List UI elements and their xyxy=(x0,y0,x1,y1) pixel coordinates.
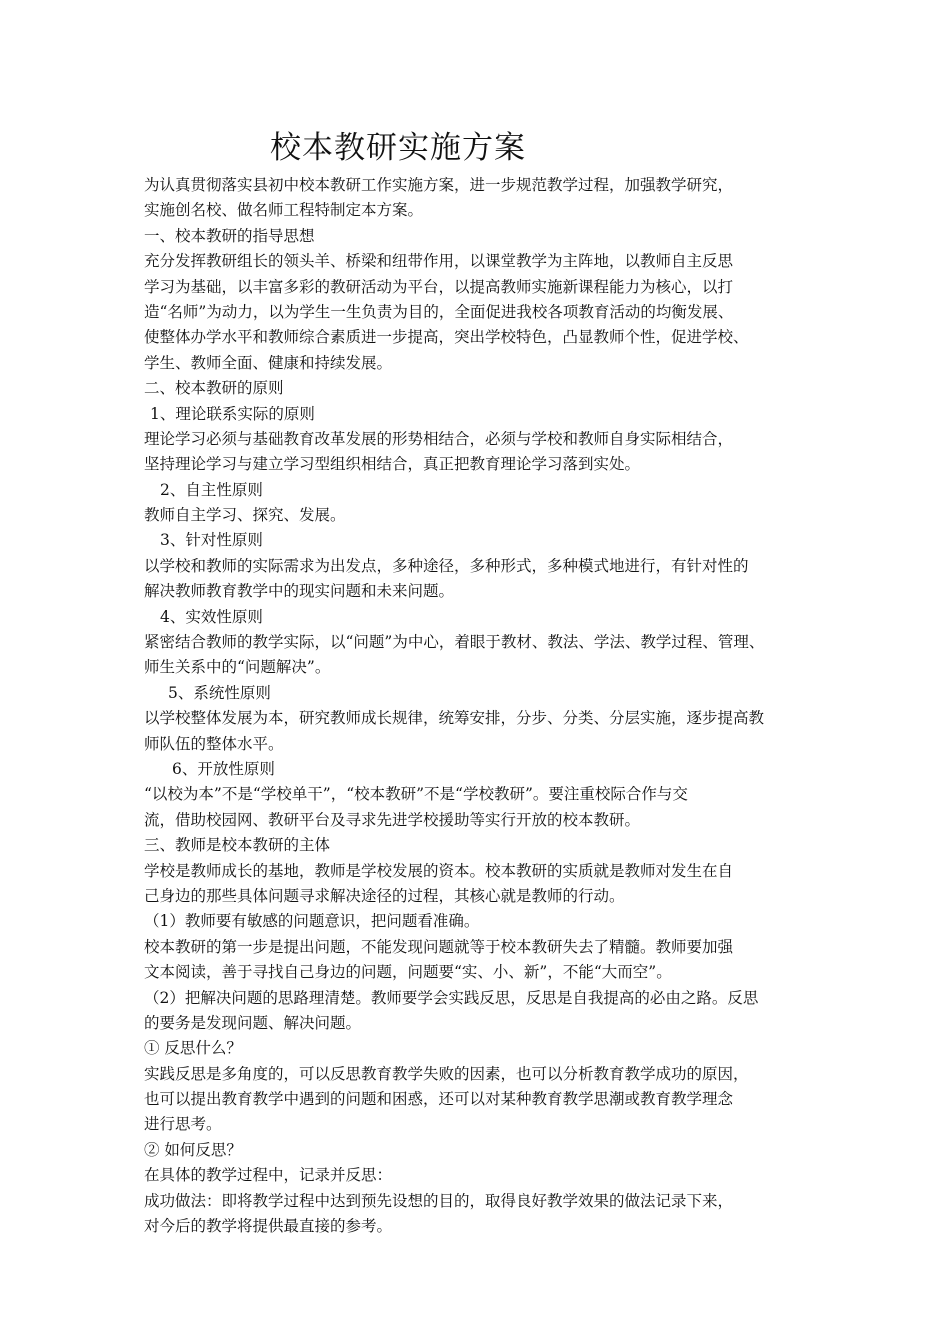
paragraph-line: 师生关系中的“问题解决”。 xyxy=(144,658,331,677)
paragraph-line: 也可以提出教育教学中遇到的问题和困惑，还可以对某种教育教学思潮或教育教学理念 xyxy=(144,1090,734,1109)
paragraph-line: 学习为基础，以丰富多彩的教研活动为平台，以提高教师实施新课程能力为核心，以打 xyxy=(144,277,734,296)
numbered-point: （1）教师要有敏感的问题意识，把问题看准确。 xyxy=(144,912,480,931)
subsection-heading: 1、理论联系实际的原则 xyxy=(150,404,315,423)
paragraph-line: 教师自主学习、探究、发展。 xyxy=(144,506,346,525)
paragraph-line: 造“名师”为动力，以为学生一生负责为目的，全面促进我校各项教育活动的均衡发展、 xyxy=(144,302,734,321)
paragraph-line: 充分发挥教研组长的领头羊、桥梁和纽带作用，以课堂教学为主阵地，以教师自主反思 xyxy=(144,252,734,271)
subsection-heading: 2、自主性原则 xyxy=(160,480,263,499)
paragraph-line: 己身边的那些具体问题寻求解决途径的过程，其核心就是教师的行动。 xyxy=(144,886,625,905)
paragraph-line: 以学校和教师的实际需求为出发点，多种途径，多种形式，多种模式地进行，有针对性的 xyxy=(144,556,749,575)
document-title: 校本教研实施方案 xyxy=(270,130,526,166)
paragraph-line: 学生、教师全面、健康和持续发展。 xyxy=(144,353,393,372)
paragraph-line: 进行思考。 xyxy=(144,1115,222,1134)
subsection-heading: 5、系统性原则 xyxy=(168,683,271,702)
paragraph-line: 师队伍的整体水平。 xyxy=(144,734,284,753)
paragraph-line: 校本教研的第一步是提出问题，不能发现问题就等于校本教研失去了精髓。教师要加强 xyxy=(144,937,734,956)
paragraph-line: 紧密结合教师的教学实际，以“问题”为中心，着眼于教材、教法、学法、教学过程、管理、 xyxy=(144,633,765,652)
paragraph-line: 实施创名校、做名师工程特制定本方案。 xyxy=(144,201,424,220)
circled-point: ② 如何反思？ xyxy=(144,1140,242,1159)
circled-point: ① 反思什么？ xyxy=(144,1039,242,1058)
subsection-heading: 4、实效性原则 xyxy=(160,607,263,626)
paragraph-line: 流，借助校园网、教研平台及寻求先进学校援助等实行开放的校本教研。 xyxy=(144,810,641,829)
paragraph-line: 解决教师教育教学中的现实问题和未来问题。 xyxy=(144,582,455,601)
numbered-point: （2）把解决问题的思路理清楚。教师要学会实践反思，反思是自我提高的必由之路。反思 xyxy=(144,988,759,1007)
paragraph-line: 实践反思是多角度的，可以反思教育教学失败的因素，也可以分析教育教学成功的原因， xyxy=(144,1064,749,1083)
paragraph-line: 的要务是发现问题、解决问题。 xyxy=(144,1013,362,1032)
section-heading: 三、教师是校本教研的主体 xyxy=(144,836,331,855)
paragraph-line: 成功做法：即将教学过程中达到预先设想的目的，取得良好教学效果的做法记录下来， xyxy=(144,1191,734,1210)
subsection-heading: 6、开放性原则 xyxy=(172,759,275,778)
paragraph-line: 学校是教师成长的基地，教师是学校发展的资本。校本教研的实质就是教师对发生在自 xyxy=(144,861,734,880)
paragraph-line: 坚持理论学习与建立学习型组织相结合，真正把教育理论学习落到实处。 xyxy=(144,455,641,474)
paragraph-line: “以校为本”不是“学校单干”，“校本教研”不是“学校教研”。要注重校际合作与交 xyxy=(144,785,688,804)
paragraph-line: 以学校整体发展为本，研究教师成长规律，统筹安排，分步、分类、分层实施，逐步提高教 xyxy=(144,709,765,728)
paragraph-line: 在具体的教学过程中，记录并反思： xyxy=(144,1166,393,1185)
paragraph-line: 对今后的教学将提供最直接的参考。 xyxy=(144,1217,393,1236)
paragraph-line: 理论学习必须与基础教育改革发展的形势相结合，必须与学校和教师自身实际相结合， xyxy=(144,429,734,448)
subsection-heading: 3、针对性原则 xyxy=(160,531,263,550)
section-heading: 一、校本教研的指导思想 xyxy=(144,226,315,245)
paragraph-line: 使整体办学水平和教师综合素质进一步提高，突出学校特色，凸显教师个性，促进学校、 xyxy=(144,328,749,347)
paragraph-line: 文本阅读，善于寻找自己身边的问题，问题要“实、小、新”，不能“大而空”。 xyxy=(144,963,672,982)
document-body xyxy=(144,173,819,1239)
paragraph-line: 为认真贯彻落实县初中校本教研工作实施方案，进一步规范教学过程，加强教学研究， xyxy=(144,176,734,194)
section-heading: 二、校本教研的原则 xyxy=(144,379,284,398)
